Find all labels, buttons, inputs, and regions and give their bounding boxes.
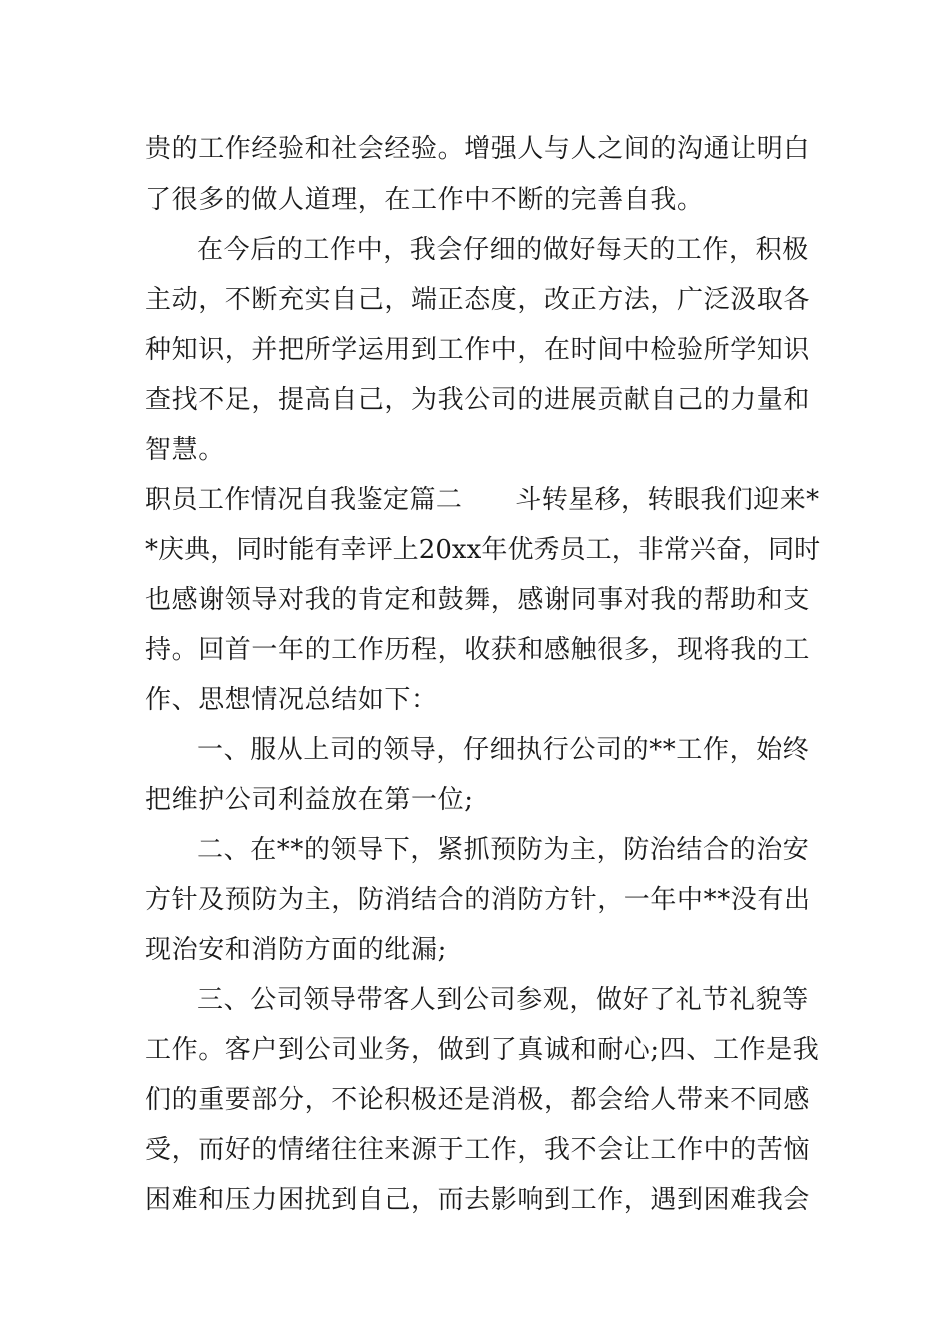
text-line: 在今后的工作中，我会仔细的做好每天的工作，积极 [197, 235, 809, 265]
text-line: 贵的工作经验和社会经验。增强人与人之间的沟通让明白 [145, 134, 811, 164]
text-line: 种知识，并把所学运用到工作中，在时间中检验所学知识 [145, 335, 811, 365]
text-line: 方针及预防为主，防消结合的消防方针，一年中**没有出 [145, 885, 811, 915]
text-line: 困难和压力困扰到自己，而去影响到工作，遇到困难我会 [145, 1185, 811, 1215]
text-line: 工作。客户到公司业务，做到了真诚和耐心;四、工作是我 [145, 1035, 820, 1065]
section-heading-line: 职员工作情况自我鉴定篇二 斗转星移，转眼我们迎来* [145, 485, 820, 515]
text-line: 一、服从上司的领导，仔细执行公司的**工作，始终 [197, 735, 810, 765]
text-line: 智慧。 [145, 435, 225, 465]
text-line: 把维护公司利益放在第一位; [145, 785, 474, 815]
text-line: 主动，不断充实自己，端正态度，改正方法，广泛汲取各 [145, 285, 811, 315]
text-line: *庆典，同时能有幸评上20xx年优秀员工，非常兴奋，同时 [145, 535, 821, 565]
text-line: 持。回首一年的工作历程，收获和感触很多，现将我的工 [145, 635, 811, 665]
text-line: 们的重要部分，不论积极还是消极，都会给人带来不同感 [145, 1085, 811, 1115]
text-line: 也感谢领导对我的肯定和鼓舞，感谢同事对我的帮助和支 [145, 585, 811, 615]
text-line: 作、思想情况总结如下： [145, 685, 438, 715]
text-line: 三、公司领导带客人到公司参观，做好了礼节礼貌等 [197, 985, 809, 1015]
text-line: 查找不足，提高自己，为我公司的进展贡献自己的力量和 [145, 385, 811, 415]
text-line: 现治安和消防方面的纰漏; [145, 935, 447, 965]
text-line: 了很多的做人道理，在工作中不断的完善自我。 [145, 185, 704, 215]
text-line: 受，而好的情绪往往来源于工作，我不会让工作中的苦恼 [145, 1135, 811, 1165]
text-line: 二、在**的领导下，紧抓预防为主，防治结合的治安 [197, 835, 810, 865]
